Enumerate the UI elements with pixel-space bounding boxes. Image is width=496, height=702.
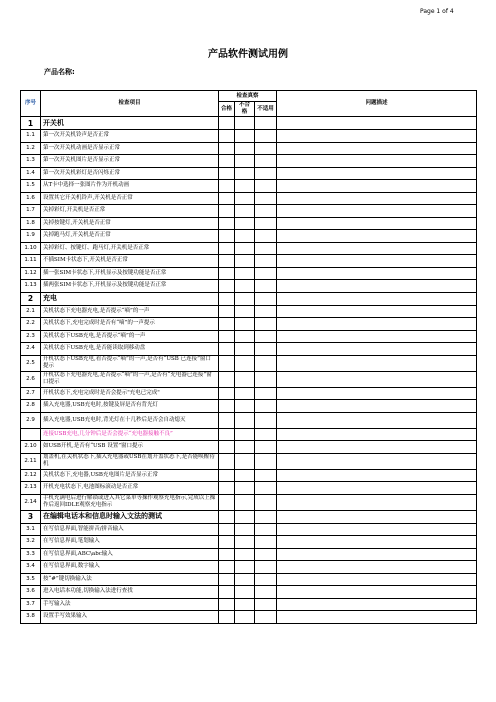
check-item: 在写信息界面,笔划输入 <box>41 536 219 549</box>
fail-cell[interactable] <box>235 510 255 523</box>
row-number: 1.7 <box>21 205 41 218</box>
row-number: 2.8 <box>21 400 41 413</box>
pass-cell[interactable] <box>219 548 235 561</box>
row-number: 2.6 <box>21 371 41 387</box>
table-row <box>21 469 477 482</box>
pass-cell[interactable] <box>219 561 235 574</box>
check-item: 关掉彩灯,开关机是否正常 <box>41 205 219 218</box>
table-row <box>21 280 477 293</box>
row-number: 1.4 <box>21 167 41 180</box>
table-row <box>21 387 477 400</box>
fail-cell[interactable] <box>235 387 255 400</box>
section-title: 充电 <box>41 292 219 305</box>
row-number: 2.11 <box>21 453 41 469</box>
issue-cell[interactable] <box>277 167 477 180</box>
fail-cell[interactable] <box>235 305 255 318</box>
pass-cell[interactable] <box>219 400 235 413</box>
fail-cell[interactable] <box>235 242 255 255</box>
pass-cell[interactable] <box>219 343 235 356</box>
na-cell[interactable] <box>255 292 277 305</box>
fail-cell[interactable] <box>235 561 255 574</box>
table-row <box>21 255 477 268</box>
table-row <box>21 330 477 343</box>
na-cell[interactable] <box>255 242 277 255</box>
section-number: 1 <box>21 117 41 130</box>
pass-cell[interactable] <box>219 536 235 549</box>
fail-cell[interactable] <box>235 548 255 561</box>
check-item: 关机状态下USB充电,是否能读取到移动盘 <box>41 343 219 356</box>
issue-cell[interactable] <box>277 611 477 624</box>
issue-cell[interactable] <box>277 523 477 536</box>
fail-cell[interactable] <box>235 292 255 305</box>
table-row <box>21 573 477 586</box>
check-item: 第一次开关机彩灯是否闪烁正常 <box>41 167 219 180</box>
issue-cell[interactable] <box>277 469 477 482</box>
fail-cell[interactable] <box>235 155 255 168</box>
section-title: 在编辑电话本和信息时输入文法的测试 <box>41 510 219 523</box>
na-cell[interactable] <box>255 494 277 510</box>
table-row <box>21 192 477 205</box>
check-item: 从T卡中选择一张图片作为开机动画 <box>41 180 219 193</box>
table-row <box>21 523 477 536</box>
table-row <box>21 167 477 180</box>
check-item: 如USB开机,是否有“USB 设置”窗口提示 <box>41 441 219 454</box>
na-cell[interactable] <box>255 355 277 371</box>
issue-cell[interactable] <box>277 371 477 387</box>
row-number: 1.12 <box>21 267 41 280</box>
check-item: 关机状态下USB充电,是否提示“嘀”的一声 <box>41 330 219 343</box>
issue-cell[interactable] <box>277 494 477 510</box>
issue-cell[interactable] <box>277 428 477 441</box>
pass-cell[interactable] <box>219 573 235 586</box>
pass-cell[interactable] <box>219 453 235 469</box>
na-cell[interactable] <box>255 192 277 205</box>
fail-cell[interactable] <box>235 267 255 280</box>
table-row <box>21 548 477 561</box>
row-number: 1.10 <box>21 242 41 255</box>
check-item: 关掉彩灯、按键灯、跑马灯,开关机是否正常 <box>41 242 219 255</box>
fail-cell[interactable] <box>235 536 255 549</box>
table-row <box>21 371 477 387</box>
na-cell[interactable] <box>255 343 277 356</box>
fail-cell[interactable] <box>235 255 255 268</box>
pass-cell[interactable] <box>219 267 235 280</box>
na-cell[interactable] <box>255 280 277 293</box>
row-number: 2.7 <box>21 387 41 400</box>
pass-cell[interactable] <box>219 598 235 611</box>
row-number: 1.11 <box>21 255 41 268</box>
header-row <box>21 91 477 102</box>
pass-cell[interactable] <box>219 167 235 180</box>
issue-cell[interactable] <box>277 318 477 331</box>
pass-cell[interactable] <box>219 441 235 454</box>
issue-cell[interactable] <box>277 343 477 356</box>
test-case-table <box>20 90 477 624</box>
issue-cell[interactable] <box>277 192 477 205</box>
fail-cell[interactable] <box>235 586 255 599</box>
check-item: 关机状态下充电器充电,是否提示“嘀”的一声 <box>41 305 219 318</box>
table-row <box>21 355 477 371</box>
section-title: 开关机 <box>41 117 219 130</box>
na-cell[interactable] <box>255 305 277 318</box>
pass-cell[interactable] <box>219 305 235 318</box>
row-number: 2.4 <box>21 343 41 356</box>
check-item: 开机充电状态下,电池图标滚动是否正常 <box>41 482 219 495</box>
issue-cell[interactable] <box>277 292 477 305</box>
na-cell[interactable] <box>255 330 277 343</box>
row-number: 3.4 <box>21 561 41 574</box>
table-row <box>21 441 477 454</box>
issue-cell[interactable] <box>277 586 477 599</box>
pass-cell[interactable] <box>219 180 235 193</box>
table-row <box>21 586 477 599</box>
na-cell[interactable] <box>255 117 277 130</box>
row-number: 3.5 <box>21 573 41 586</box>
header-pass: 合格 <box>219 102 235 117</box>
issue-cell[interactable] <box>277 130 477 143</box>
issue-cell[interactable] <box>277 242 477 255</box>
table-row <box>21 318 477 331</box>
na-cell[interactable] <box>255 155 277 168</box>
na-cell[interactable] <box>255 167 277 180</box>
na-cell[interactable] <box>255 536 277 549</box>
table-row <box>21 611 477 624</box>
issue-cell[interactable] <box>277 548 477 561</box>
pass-cell[interactable] <box>219 494 235 510</box>
pass-cell[interactable] <box>219 230 235 243</box>
issue-cell[interactable] <box>277 412 477 428</box>
fail-cell[interactable] <box>235 117 255 130</box>
table-row <box>21 400 477 413</box>
pass-cell[interactable] <box>219 469 235 482</box>
header-item: 检查项目 <box>41 91 219 117</box>
issue-cell[interactable] <box>277 482 477 495</box>
fail-cell[interactable] <box>235 494 255 510</box>
check-item: 插入充电器,USB充电时,背光灯在十几秒后是否会自动熄灭 <box>41 412 219 428</box>
pass-cell[interactable] <box>219 355 235 371</box>
issue-cell[interactable] <box>277 453 477 469</box>
table-row <box>21 142 477 155</box>
na-cell[interactable] <box>255 586 277 599</box>
row-number: 1.1 <box>21 130 41 143</box>
table-row <box>21 130 477 143</box>
check-item: 手写输入法 <box>41 598 219 611</box>
na-cell[interactable] <box>255 142 277 155</box>
fail-cell[interactable] <box>235 611 255 624</box>
pass-cell[interactable] <box>219 412 235 428</box>
fail-cell[interactable] <box>235 371 255 387</box>
fail-cell[interactable] <box>235 180 255 193</box>
row-number: 2.3 <box>21 330 41 343</box>
check-item: 插入充电器,USB充电时,按键及屏是否有背光灯 <box>41 400 219 413</box>
fail-cell[interactable] <box>235 441 255 454</box>
fail-cell[interactable] <box>235 330 255 343</box>
table-row <box>21 180 477 193</box>
table-row <box>21 494 477 510</box>
check-item: 手机充满电后进行解锁或进入其它菜单等操作观察充电指示,完成以上操作后返回IDLE观察充电指示 <box>41 494 219 510</box>
check-item: 关机状态下,充电器,USB充电图片是否显示正常 <box>41 469 219 482</box>
issue-cell[interactable] <box>277 441 477 454</box>
issue-cell[interactable] <box>277 230 477 243</box>
check-item: 在写信息界面,ABC\abc输入 <box>41 548 219 561</box>
row-number: 1.8 <box>21 217 41 230</box>
table-row <box>21 305 477 318</box>
fail-cell[interactable] <box>235 598 255 611</box>
pass-cell[interactable] <box>219 205 235 218</box>
pass-cell[interactable] <box>219 428 235 441</box>
check-item: 第一次开关机图片是否显示正常 <box>41 155 219 168</box>
na-cell[interactable] <box>255 469 277 482</box>
na-cell[interactable] <box>255 130 277 143</box>
row-number: 2.1 <box>21 305 41 318</box>
check-item: 插一张SIM卡状态下,开机显示及按键功能是否正常 <box>41 267 219 280</box>
fail-cell[interactable] <box>235 400 255 413</box>
fail-cell[interactable] <box>235 428 255 441</box>
check-item: 按“#”键切换输入法 <box>41 573 219 586</box>
row-number: 3.8 <box>21 611 41 624</box>
row-number: 3.3 <box>21 548 41 561</box>
issue-cell[interactable] <box>277 180 477 193</box>
issue-cell[interactable] <box>277 510 477 523</box>
issue-cell[interactable] <box>277 217 477 230</box>
section-row <box>21 117 477 130</box>
table-row <box>21 412 477 428</box>
check-item: 进入电话本功能,切换输入法进行查找 <box>41 586 219 599</box>
fail-cell[interactable] <box>235 205 255 218</box>
row-number: 3.7 <box>21 598 41 611</box>
pass-cell[interactable] <box>219 255 235 268</box>
pass-cell[interactable] <box>219 510 235 523</box>
check-item: 设置手写效果输入 <box>41 611 219 624</box>
pass-cell[interactable] <box>219 142 235 155</box>
na-cell[interactable] <box>255 561 277 574</box>
check-item: 关掉跑马灯,开关机是否正常 <box>41 230 219 243</box>
table-row <box>21 267 477 280</box>
issue-cell[interactable] <box>277 573 477 586</box>
row-number: 2.14 <box>21 494 41 510</box>
fail-cell[interactable] <box>235 453 255 469</box>
pass-cell[interactable] <box>219 217 235 230</box>
header-na: 不适用 <box>255 102 277 117</box>
issue-cell[interactable] <box>277 330 477 343</box>
pass-cell[interactable] <box>219 155 235 168</box>
check-item: 插两张SIM卡状态下,开机显示及按键功能是否正常 <box>41 280 219 293</box>
table-row <box>21 230 477 243</box>
fail-cell[interactable] <box>235 192 255 205</box>
check-item: 在写信息界面,数字输入 <box>41 561 219 574</box>
pass-cell[interactable] <box>219 192 235 205</box>
na-cell[interactable] <box>255 255 277 268</box>
header-seq: 序号 <box>21 91 41 117</box>
product-name-label: 产品名称: <box>44 68 75 76</box>
check-item: 开机状态下USB充电,看否提示“嘀”的一声,是否有“USB 已连接”窗口提示 <box>41 355 219 371</box>
check-item: 关掉按键灯,开关机是否正常 <box>41 217 219 230</box>
table-row <box>21 561 477 574</box>
check-item: 设置其它开关机铃声,开关机是否正常 <box>41 192 219 205</box>
row-number: 2.13 <box>21 482 41 495</box>
row-number: 1.13 <box>21 280 41 293</box>
check-item: 不插SIM卡状态下,开关机是否正常 <box>41 255 219 268</box>
section-number: 3 <box>21 510 41 523</box>
row-number: 3.1 <box>21 523 41 536</box>
check-item: 开机状态下充电器充电,是否提示“嘀”的一声,是否有“充电器已连接”窗口提示 <box>41 371 219 387</box>
na-cell[interactable] <box>255 598 277 611</box>
issue-cell[interactable] <box>277 280 477 293</box>
row-number: 2.12 <box>21 469 41 482</box>
table-row <box>21 428 477 441</box>
issue-cell[interactable] <box>277 117 477 130</box>
section-row <box>21 292 477 305</box>
pass-cell[interactable] <box>219 482 235 495</box>
fail-cell[interactable] <box>235 142 255 155</box>
na-cell[interactable] <box>255 428 277 441</box>
na-cell[interactable] <box>255 523 277 536</box>
table-row <box>21 205 477 218</box>
check-item: 第一次开关机动画是否显示正常 <box>41 142 219 155</box>
issue-cell[interactable] <box>277 536 477 549</box>
row-number: 1.6 <box>21 192 41 205</box>
issue-cell[interactable] <box>277 255 477 268</box>
row-number: 1.3 <box>21 155 41 168</box>
pass-cell[interactable] <box>219 130 235 143</box>
row-number: 2.10 <box>21 441 41 454</box>
fail-cell[interactable] <box>235 412 255 428</box>
document-title: 产品软件测试用例 <box>208 49 288 60</box>
pass-cell[interactable] <box>219 117 235 130</box>
check-item: 开机状态下,充电完成时是否会提示"充电已完成" <box>41 387 219 400</box>
row-number: 3.6 <box>21 586 41 599</box>
na-cell[interactable] <box>255 267 277 280</box>
fail-cell[interactable] <box>235 230 255 243</box>
na-cell[interactable] <box>255 453 277 469</box>
row-number: 3.2 <box>21 536 41 549</box>
issue-cell[interactable] <box>277 355 477 371</box>
na-cell[interactable] <box>255 217 277 230</box>
na-cell[interactable] <box>255 371 277 387</box>
pass-cell[interactable] <box>219 292 235 305</box>
table-row <box>21 242 477 255</box>
pass-cell[interactable] <box>219 330 235 343</box>
fail-cell[interactable] <box>235 217 255 230</box>
na-cell[interactable] <box>255 318 277 331</box>
na-cell[interactable] <box>255 180 277 193</box>
na-cell[interactable] <box>255 611 277 624</box>
table-row <box>21 155 477 168</box>
issue-cell[interactable] <box>277 155 477 168</box>
check-item: 在写信息界面,智能拼音/拼音输入 <box>41 523 219 536</box>
table-row <box>21 536 477 549</box>
check-item: 关机状态下,充电完成时是否有“嘀”的一声提示 <box>41 318 219 331</box>
na-cell[interactable] <box>255 230 277 243</box>
table-row <box>21 598 477 611</box>
check-item: 第一次开关机铃声是否正常 <box>41 130 219 143</box>
pass-cell[interactable] <box>219 586 235 599</box>
fail-cell[interactable] <box>235 343 255 356</box>
fail-cell[interactable] <box>235 167 255 180</box>
row-number: 1.5 <box>21 180 41 193</box>
table-row <box>21 482 477 495</box>
fail-cell[interactable] <box>235 318 255 331</box>
fail-cell[interactable] <box>235 523 255 536</box>
fail-cell[interactable] <box>235 355 255 371</box>
issue-cell[interactable] <box>277 142 477 155</box>
row-number: 1.2 <box>21 142 41 155</box>
na-cell[interactable] <box>255 412 277 428</box>
issue-cell[interactable] <box>277 598 477 611</box>
table-row <box>21 343 477 356</box>
na-cell[interactable] <box>255 482 277 495</box>
na-cell[interactable] <box>255 387 277 400</box>
pass-cell[interactable] <box>219 318 235 331</box>
table-row <box>21 453 477 469</box>
pass-cell[interactable] <box>219 611 235 624</box>
section-row <box>21 510 477 523</box>
issue-cell[interactable] <box>277 205 477 218</box>
row-number: 1.9 <box>21 230 41 243</box>
na-cell[interactable] <box>255 205 277 218</box>
page-number: Page 1 of 4 <box>420 8 454 15</box>
check-item: 划盖机,在关机状态下,插入充电器或USB在划开盖状态下,是否能唤醒待机 <box>41 453 219 469</box>
fail-cell[interactable] <box>235 280 255 293</box>
header-issue: 问题描述 <box>277 91 477 117</box>
pass-cell[interactable] <box>219 387 235 400</box>
header-fail: 不合格 <box>235 102 255 117</box>
fail-cell[interactable] <box>235 482 255 495</box>
issue-cell[interactable] <box>277 305 477 318</box>
na-cell[interactable] <box>255 441 277 454</box>
pass-cell[interactable] <box>219 523 235 536</box>
pass-cell[interactable] <box>219 242 235 255</box>
issue-cell[interactable] <box>277 561 477 574</box>
table-row <box>21 217 477 230</box>
fail-cell[interactable] <box>235 130 255 143</box>
header-result: 检查真察 <box>219 91 277 102</box>
na-cell[interactable] <box>255 548 277 561</box>
fail-cell[interactable] <box>235 573 255 586</box>
na-cell[interactable] <box>255 400 277 413</box>
fail-cell[interactable] <box>235 469 255 482</box>
check-item: 连接USB充电,几分钟后是否会提示“充电器接触不良” <box>41 428 219 441</box>
row-number: 2.9 <box>21 412 41 428</box>
issue-cell[interactable] <box>277 267 477 280</box>
row-number: 2.5 <box>21 355 41 371</box>
na-cell[interactable] <box>255 573 277 586</box>
na-cell[interactable] <box>255 510 277 523</box>
issue-cell[interactable] <box>277 400 477 413</box>
pass-cell[interactable] <box>219 280 235 293</box>
issue-cell[interactable] <box>277 387 477 400</box>
section-number: 2 <box>21 292 41 305</box>
row-number <box>21 428 41 441</box>
row-number: 2.2 <box>21 318 41 331</box>
pass-cell[interactable] <box>219 371 235 387</box>
